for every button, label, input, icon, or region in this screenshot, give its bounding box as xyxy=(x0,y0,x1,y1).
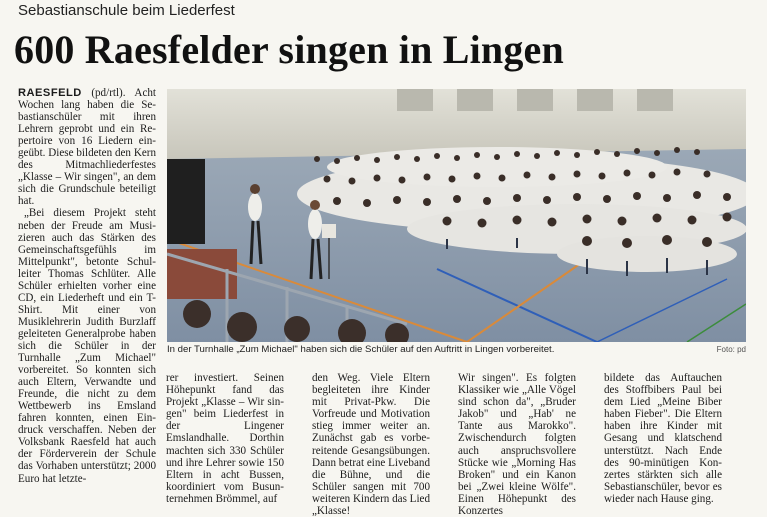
photo-credit: Foto: pd xyxy=(716,345,746,354)
photo-illustration xyxy=(167,89,746,342)
paragraph-1-text: (pd/rtl). Acht Wochen lang haben die Sebastianschüler mit ihren Lehrern geprobt und ein Repertoire von 16 Liedern eingeübt. Diese bildeten den Kern des Mitmachliederfestes „Klasse – Wir singen", an dem sich die Grundschule beteiligt hat. xyxy=(18,87,156,208)
column-2 xyxy=(166,372,284,505)
column-4 xyxy=(458,372,576,517)
column-2-text: rer investiert. Seinen Höhepunkt fand das Projekt „Klasse – Wir singen" beim Liederfest in der Lingener Emslandhalle. Dorthin machten sich 330 Schüler und ihre Lehrer sowie 150 Eltern in acht Bussen, koordiniert vom Busunternehmen Brömmel, auf xyxy=(166,372,284,505)
column-3-text: den Weg. Viele Eltern begleiteten ihre Kinder mit Privat-Pkw. Die Vorfreude und Motivation stieg immer weiter an. Zunächst gab es vorbereitende Gesangsübungen. Dann betrat eine Liveband die Bühne, und die Schüler sangen mit 700 weiteren Kindern das Lied „Klasse! xyxy=(312,372,430,517)
column-5 xyxy=(604,372,722,505)
column-5-text: bildete das Auftauchen des Stoffbibers Paul bei dem Lied „Meine Biber haben Fieber". Die Eltern haben ihre Kinder mit Gesang und klatschend unterstützt. Nach Ende des 90-minütigen Konzertes stärkten sich alle Sebastianschüler, bevor es wieder nach Hause ging. xyxy=(604,372,722,505)
column-1 xyxy=(18,87,156,485)
photo xyxy=(167,89,746,342)
window xyxy=(637,89,673,111)
paragraph-1 xyxy=(18,87,156,207)
headline: 600 Raesfelder singen in Lingen xyxy=(14,27,564,72)
column-4-text: Wir singen". Es folgten Klassiker wie „Alle Vögel sind schon da", „Bruder Jakob" und „Hab' ne Tante aus Marokko". Zwischendurch folgten auch anspruchsvollere Stücke wie „Morning Has Broken" und ein Kanon bei „Zwei kleine Wölfe". Einen Höhepunkt des Konzertes xyxy=(458,372,576,517)
window xyxy=(577,89,613,111)
photo-caption xyxy=(167,344,746,355)
caption-text: In der Turnhalle „Zum Michael" haben sich die Schüler auf den Auftritt in Lingen vorbereitet. xyxy=(167,344,555,355)
paragraph-2: „Bei diesem Projekt steht neben der Freude am Musizieren auch das Stärken des Gemeinschaftsgefühls im Mittelpunkt", betonte Schulleiter Thomas Schlüter. Alle Schüler erhielten vorher eine CD, ein Liederheft und ein T-Shirt. Mit einer von Musiklehrerin Judith Burzlaff geleiteten Generalprobe haben sich die Schüler in der Turnhalle „Zum Michael" vorbereitet. So konnten sich auch Eltern, Verwandte und Freunde, die nicht zu dem Wettbewerb ins Emsland fahren konnten, einen Eindruck verschaffen. Neben der Volksbank Raesfeld hat auch der Förderverein der Schule das Vorhaben unterstützt; 2000 Euro hat letzte- xyxy=(18,207,156,485)
window xyxy=(457,89,493,111)
window xyxy=(397,89,433,111)
window xyxy=(517,89,553,111)
dateline: RAESFELD xyxy=(18,87,82,99)
column-3 xyxy=(312,372,430,517)
kicker: Sebastianschule beim Liederfest xyxy=(18,2,235,19)
dark-panel xyxy=(167,159,205,244)
